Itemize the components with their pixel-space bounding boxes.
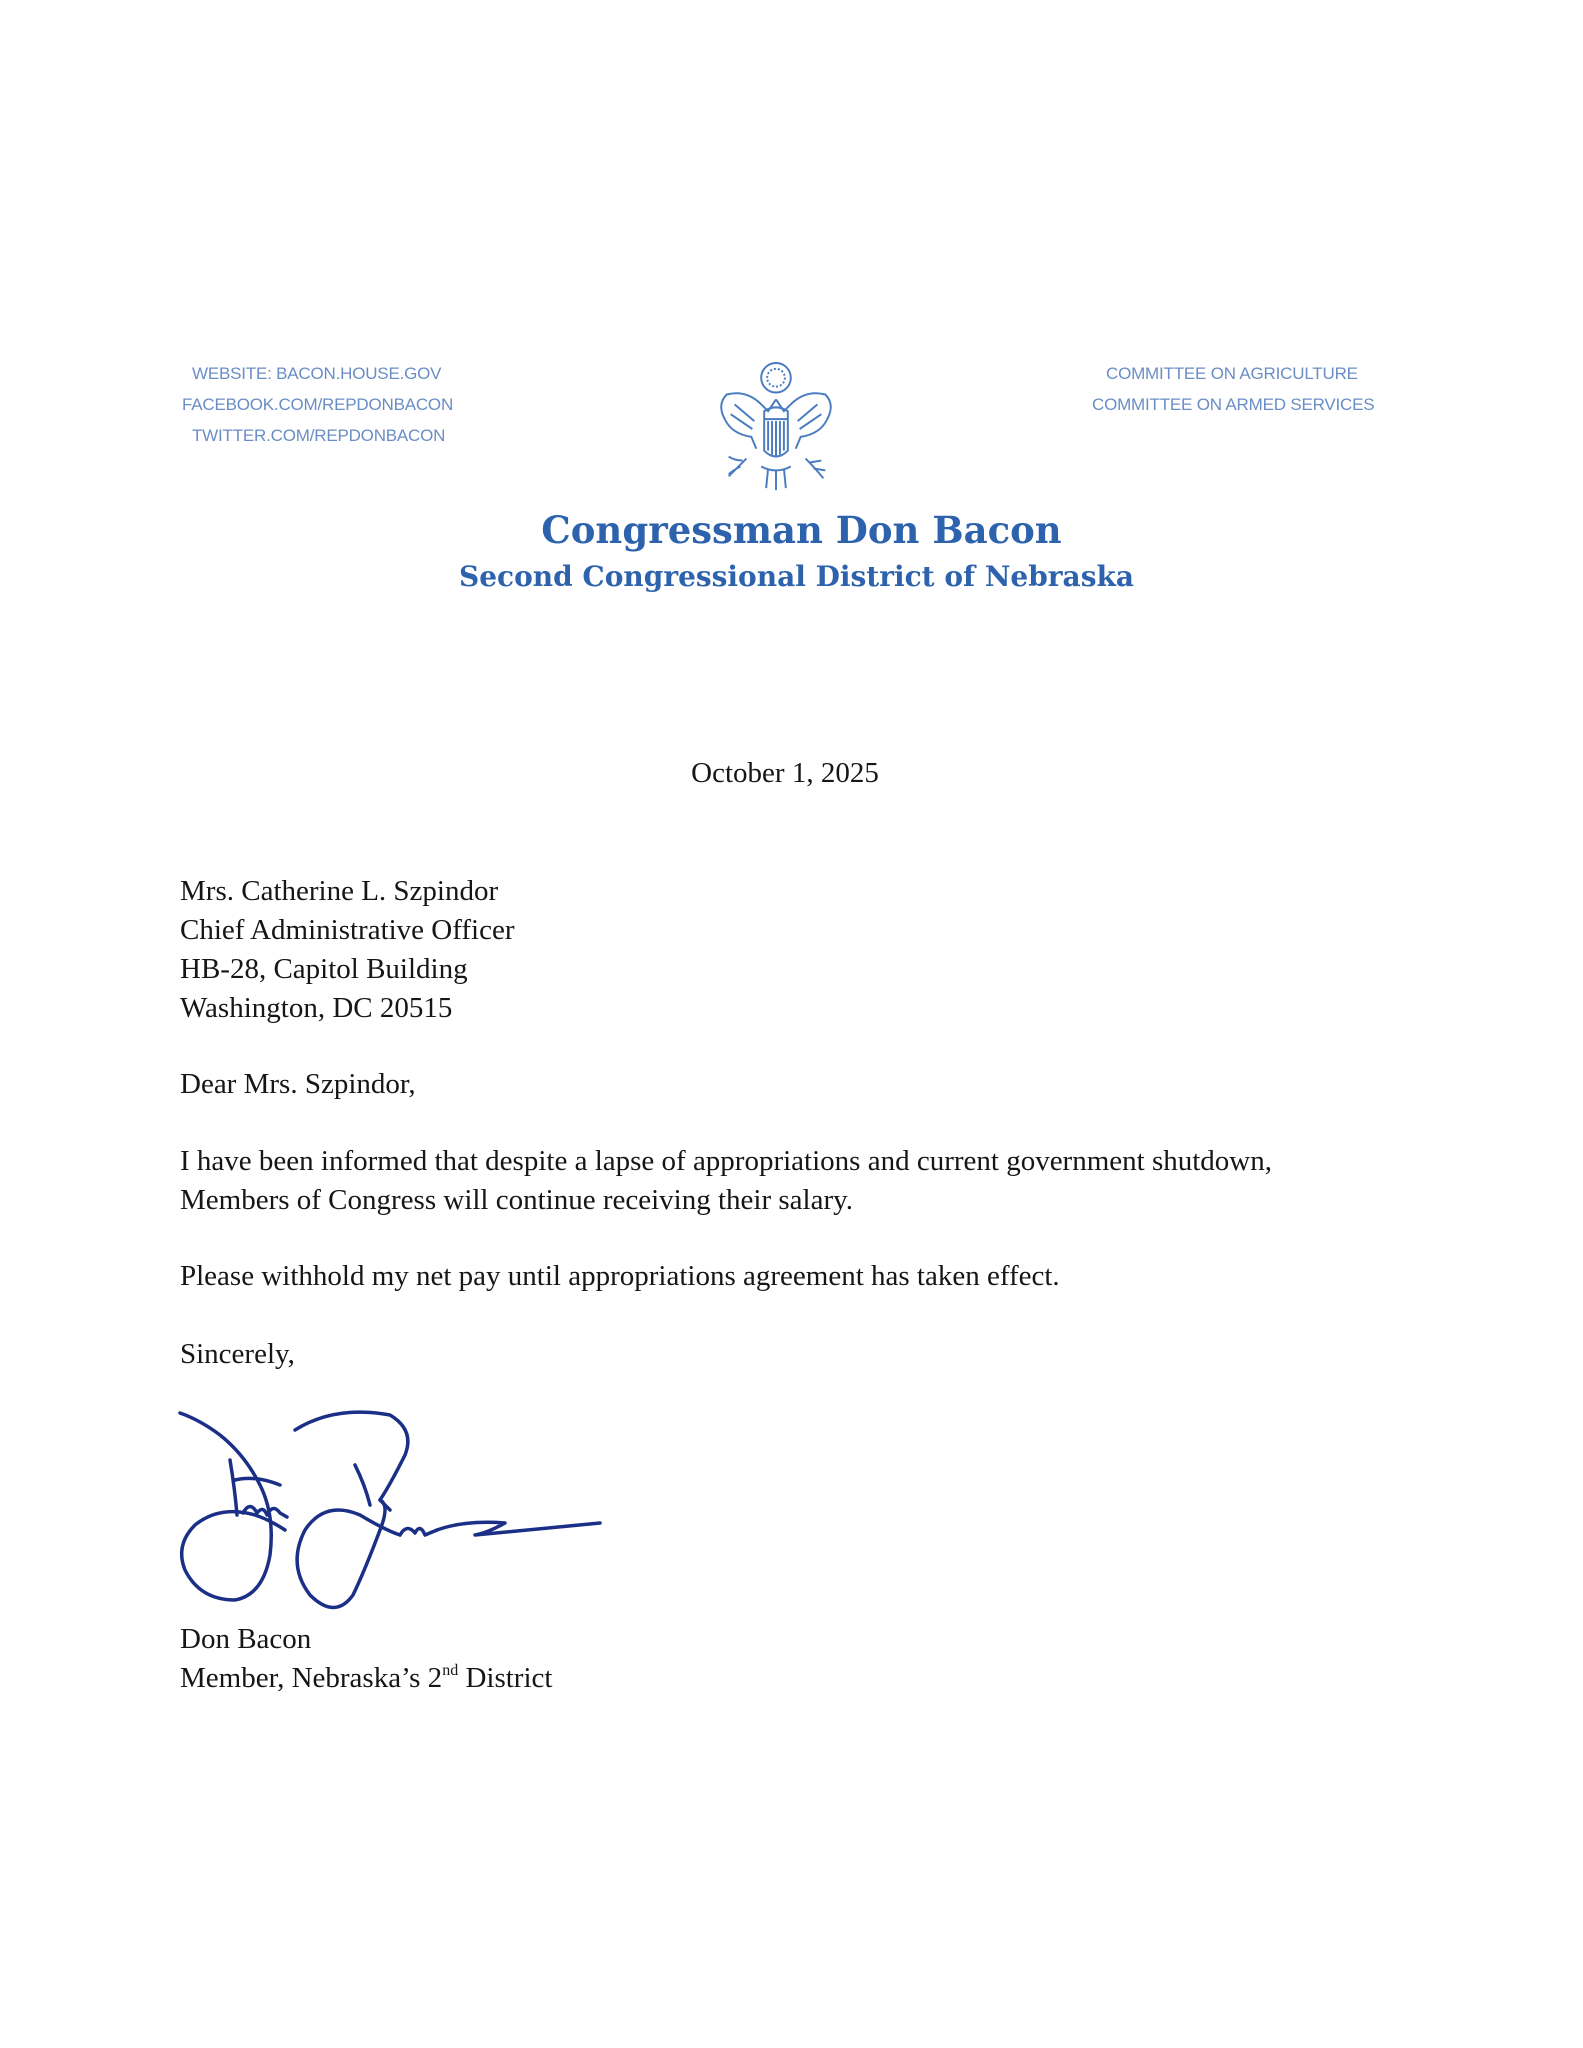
recipient-block	[180, 872, 515, 1028]
signer-title-prefix: Member, Nebraska’s 2	[180, 1662, 443, 1694]
signer-title-suffix: District	[458, 1662, 553, 1694]
ordinal-suffix: nd	[442, 1662, 459, 1679]
committee-agriculture: COMMITTEE ON AGRICULTURE	[1106, 364, 1358, 383]
body-paragraph-1	[180, 1142, 1272, 1220]
website-link[interactable]: WEBSITE: BACON.HOUSE.GOV	[192, 364, 442, 383]
closing: Sincerely,	[180, 1338, 295, 1370]
facebook-link[interactable]: FACEBOOK.COM/REPDONBACON	[182, 395, 454, 414]
letterhead-congressman-name: Congressman Don Bacon	[541, 508, 1062, 552]
body-paragraph-2: Please withhold my net pay until appropriations agreement has taken effect.	[180, 1260, 1060, 1292]
signer-name: Don Bacon	[180, 1623, 312, 1655]
letterhead-district: Second Congressional District of Nebraska	[458, 560, 1135, 593]
signer-title	[180, 1659, 552, 1698]
great-seal-icon	[707, 358, 845, 500]
letter-date: October 1, 2025	[691, 757, 879, 789]
committee-armed-services: COMMITTEE ON ARMED SERVICES	[1092, 395, 1375, 414]
recipient-address-line-1: HB-28, Capitol Building	[180, 953, 468, 985]
twitter-link[interactable]: TWITTER.COM/REPDONBACON	[192, 426, 446, 445]
body-paragraph-1-line-1: I have been informed that despite a lapse of appropriations and current government shutdown,	[180, 1145, 1272, 1177]
salutation: Dear Mrs. Szpindor,	[180, 1068, 416, 1100]
handwritten-signature	[175, 1405, 735, 1630]
signer-block	[180, 1620, 552, 1698]
letterhead-committees	[1092, 358, 1374, 420]
body-paragraph-1-line-2: Members of Congress will continue receiving their salary.	[180, 1184, 853, 1216]
recipient-address-line-2: Washington, DC 20515	[180, 992, 453, 1024]
letterhead-contact-links	[182, 358, 453, 451]
recipient-title: Chief Administrative Officer	[180, 914, 515, 946]
recipient-name: Mrs. Catherine L. Szpindor	[180, 875, 499, 907]
